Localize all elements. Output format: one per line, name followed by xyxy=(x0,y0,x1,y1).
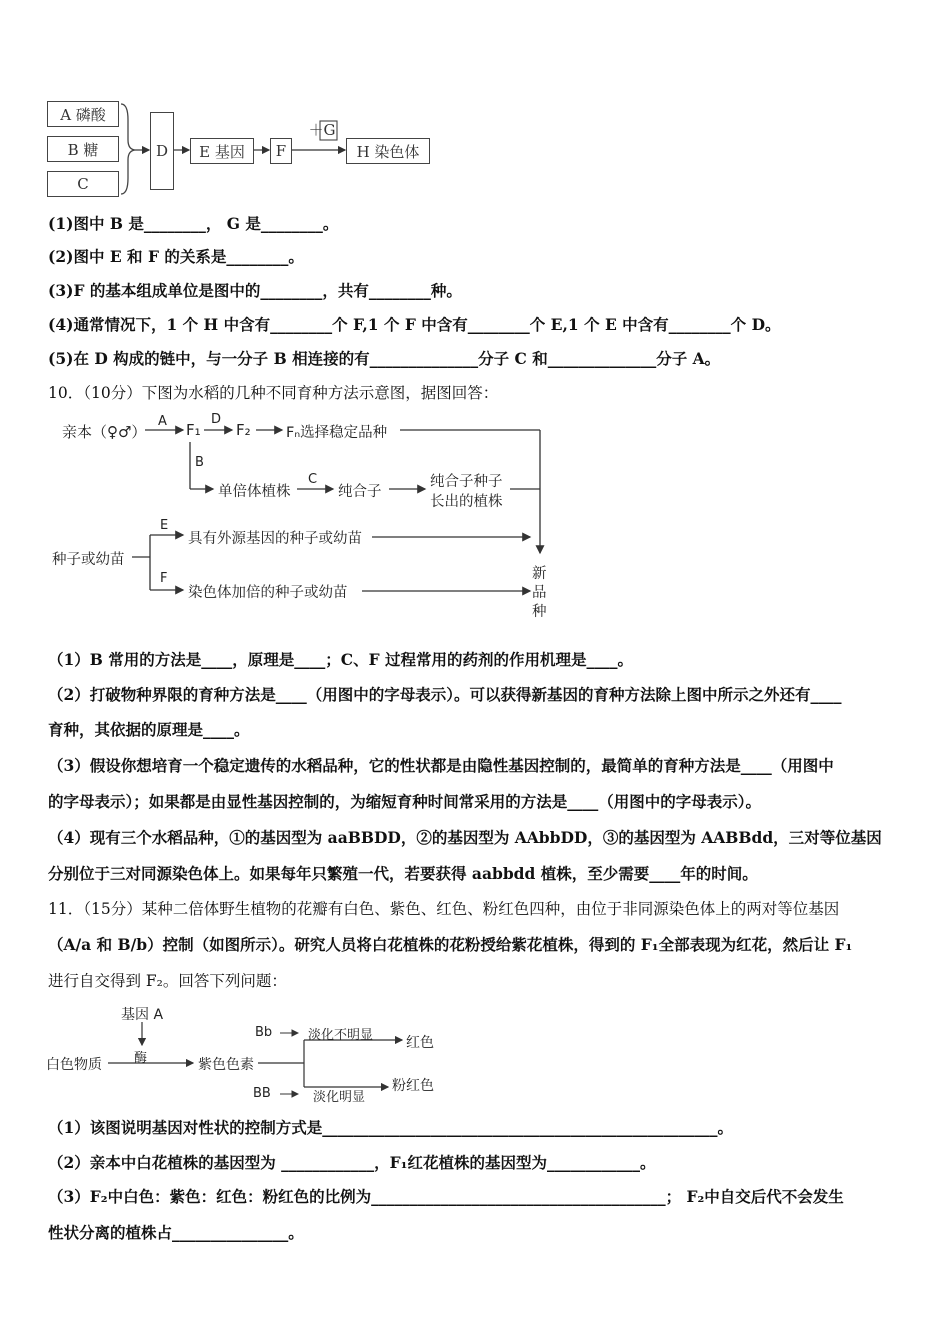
q11-header-3: 进行自交得到 F₂。回答下列问题： xyxy=(48,972,287,990)
box-e-gene: E 基因 xyxy=(190,138,254,164)
q11-header-2: （A/a 和 B/b）控制（如图所示）。研究人员将白花植株的花粉授给紫花植株，得到的 F₁全部表现为红花，然后让 F₁ xyxy=(48,935,853,954)
q9-line-4: (4)通常情况下，1 个 H 中含有________个 F,1 个 F 中含有________个 E,1 个 E 中含有________个 D。 xyxy=(48,315,781,334)
box-c: C xyxy=(47,171,119,197)
q11-line-3: （3）F₂中白色：紫色：红色：粉红色的比例为______________________________________； F₂中自交后代不会发生 xyxy=(48,1187,844,1206)
node-haploid: 单倍体植株 xyxy=(218,484,291,500)
box-h-chromosome: H 染色体 xyxy=(346,138,430,164)
label-b: B xyxy=(195,455,204,470)
box-d: D xyxy=(150,112,174,190)
node-enzyme: 酶 xyxy=(134,1051,148,1066)
box-f: F xyxy=(270,138,292,164)
node-gene-a: 基因 A xyxy=(121,1007,164,1023)
node-fade-strong: 淡化明显 xyxy=(313,1090,366,1105)
node-seed: 种子或幼苗 xyxy=(52,552,125,568)
q11-line-2: （2）亲本中白花植株的基因型为 ____________，F₁红花植株的基因型为____________。 xyxy=(48,1153,656,1172)
box-a-phosphate: A 磷酸 xyxy=(47,101,119,127)
box-g: ＋G xyxy=(303,118,341,140)
node-pink: 粉红色 xyxy=(392,1078,434,1094)
label-a: A xyxy=(158,414,167,429)
q10-line-6: （4）现有三个水稻品种，①的基因型为 aaBBDD，②的基因型为 AAbbDD，③的基因型为 AABBdd，三对等位基因 xyxy=(48,828,882,847)
node-pure-seed-1: 纯合子种子 xyxy=(430,474,503,490)
q11-line-4: 性状分离的植株占_______________。 xyxy=(48,1223,304,1242)
node-bb-big: BB xyxy=(253,1086,271,1101)
q9-line-3: (3)F 的基本组成单位是图中的________，共有________种。 xyxy=(48,281,462,300)
q9-line-5: (5)在 D 构成的链中，与一分子 B 相连接的有______________分子 C 和______________分子 A。 xyxy=(48,349,721,368)
q9-line-2: (2)图中 E 和 F 的关系是________。 xyxy=(48,247,304,266)
q10-line-3: 育种，其依据的原理是____。 xyxy=(48,720,250,739)
q10-line-7: 分别位于三对同源染色体上。如果每年只繁殖一代，若要获得 aabbdd 植株，至少需要____年的时间。 xyxy=(48,864,758,883)
node-parent: 亲本（♀♂） xyxy=(62,423,147,441)
q10-line-5: 的字母表示）；如果都是由显性基因控制的，为缩短育种时间常采用的方法是____（用图中的字母表示）。 xyxy=(48,792,762,811)
node-white: 白色物质 xyxy=(46,1057,102,1073)
node-pure-seed-2: 长出的植株 xyxy=(430,494,503,510)
node-new-3: 种 xyxy=(532,604,547,620)
q10-header: 10．（10分）下图为水稻的几种不同育种方法示意图，据图回答： xyxy=(48,384,499,402)
node-bb-small: Bb xyxy=(255,1025,273,1040)
q9-line-1: (1)图中 B 是________， G 是________。 xyxy=(48,214,339,233)
q10-line-1: （1）B 常用的方法是____，原理是____；C、F 过程常用的药剂的作用机理是____。 xyxy=(48,650,634,669)
node-fn: Fₙ选择稳定品种 xyxy=(286,425,388,441)
label-f: F xyxy=(160,571,168,586)
node-purple: 紫色色素 xyxy=(198,1057,254,1073)
label-c: C xyxy=(308,472,318,487)
node-foreign: 具有外源基因的种子或幼苗 xyxy=(188,531,362,547)
q11-header-1: 11．（15分）某种二倍体野生植物的花瓣有白色、紫色、红色、粉红色四种，由位于非同源染色体上的两对等位基因 xyxy=(48,900,840,918)
node-fade-weak: 淡化不明显 xyxy=(308,1028,374,1043)
box-b-sugar: B 糖 xyxy=(47,136,119,162)
node-red: 红色 xyxy=(406,1035,434,1051)
node-new-2: 品 xyxy=(532,585,547,601)
node-f2: F₂ xyxy=(236,421,251,439)
node-doubled: 染色体加倍的种子或幼苗 xyxy=(188,585,348,601)
q10-line-4: （3）假设你想培育一个稳定遗传的水稻品种，它的性状都是由隐性基因控制的，最简单的育种方法是____（用图中 xyxy=(48,756,834,775)
node-new-1: 新 xyxy=(532,566,547,582)
q11-line-1: （1）该图说明基因对性状的控制方式是___________________________________________________。 xyxy=(48,1118,734,1137)
node-homozygote: 纯合子 xyxy=(338,484,382,500)
label-d: D xyxy=(211,412,222,427)
node-f1: F₁ xyxy=(186,421,201,439)
q10-line-2: （2）打破物种界限的育种方法是____（用图中的字母表示）。可以获得新基因的育种方法除上图中所示之外还有____ xyxy=(48,685,842,704)
label-e: E xyxy=(160,518,169,533)
